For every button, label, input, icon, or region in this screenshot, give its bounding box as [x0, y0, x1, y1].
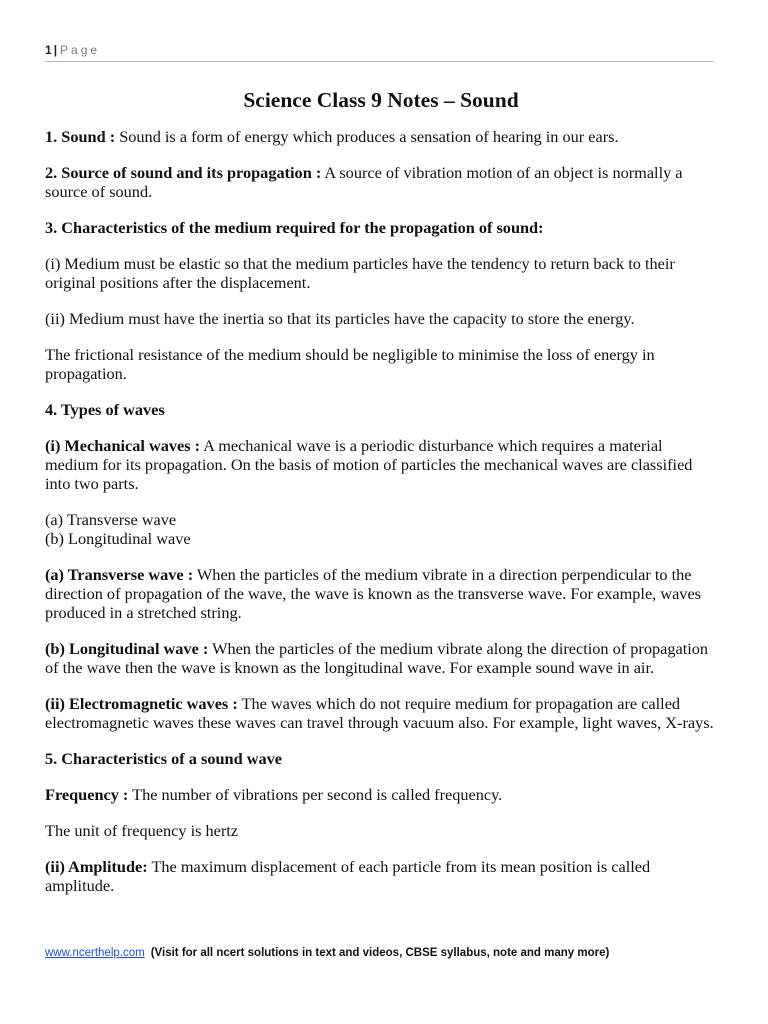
- page-label: Page: [60, 43, 101, 57]
- term-heading: Frequency :: [45, 785, 129, 804]
- section-heading: 4. Types of waves: [45, 400, 165, 419]
- section-text: A source of vibration motion of an object is normally a source of sound.: [45, 163, 683, 201]
- longitudinal-wave: [45, 639, 717, 677]
- section-medium-heading: [45, 218, 717, 237]
- section-source: [45, 163, 717, 201]
- frequency-unit: The unit of frequency is hertz: [45, 821, 239, 840]
- list-item: (b) Longitudinal wave: [45, 529, 191, 548]
- section-characteristics-heading: [45, 749, 717, 768]
- mechanical-waves: [45, 436, 717, 493]
- list-item: (a) Transverse wave: [45, 510, 177, 529]
- amplitude-definition: [45, 857, 717, 895]
- section-heading: 5. Characteristics of a sound wave: [45, 749, 282, 768]
- header-separator: |: [53, 43, 58, 57]
- term-text: When the particles of the medium vibrate in a direction perpendicular to the direction of propagation of the wave, the wave is known as the transverse wave. For example, waves produced in a stretched string.: [45, 565, 702, 622]
- section-text: Sound is a form of energy which produces a sensation of hearing in our ears.: [115, 127, 619, 146]
- wave-type-list: [45, 510, 717, 548]
- term-text: When the particles of the medium vibrate along the direction of propagation of the wave then the wave is known as the longitudinal wave. For example sound wave in air.: [45, 639, 709, 677]
- section-heading: 1. Sound :: [45, 127, 116, 146]
- term-heading: (b) Longitudinal wave :: [45, 639, 209, 658]
- medium-point-elastic: (i) Medium must be elastic so that the medium particles have the tendency to return back to their original positions after the displacement.: [45, 254, 675, 292]
- term-heading: (ii) Amplitude:: [45, 857, 148, 876]
- document-body: [45, 85, 717, 912]
- term-heading: (i) Mechanical waves :: [45, 436, 201, 455]
- section-heading: 3. Characteristics of the medium required for the propagation of sound:: [45, 218, 544, 237]
- section-sound: [45, 127, 717, 146]
- page-number: 1: [45, 43, 52, 57]
- transverse-wave: [45, 565, 717, 622]
- term-text: The waves which do not require medium for propagation are called electromagnetic waves these waves can travel through vacuum also. For example, light waves, X-rays.: [45, 694, 714, 732]
- medium-point-inertia: (ii) Medium must have the inertia so that its particles have the capacity to store the energy.: [45, 309, 635, 328]
- term-heading: (a) Transverse wave :: [45, 565, 194, 584]
- term-text: The maximum displacement of each particle from its mean position is called amplitude.: [45, 857, 651, 895]
- section-types-heading: [45, 400, 717, 419]
- section-heading: 2. Source of sound and its propagation :: [45, 163, 322, 182]
- frequency-definition: [45, 785, 717, 804]
- term-text: A mechanical wave is a periodic disturbance which requires a material medium for its propagation. On the basis of motion of particles the mechanical waves are classified into two parts.: [45, 436, 693, 493]
- document-title: Science Class 9 Notes – Sound: [243, 88, 519, 112]
- footer-link[interactable]: www.ncerthelp.com: [45, 947, 145, 959]
- term-heading: (ii) Electromagnetic waves :: [45, 694, 238, 713]
- page-header: [45, 43, 714, 62]
- electromagnetic-waves: [45, 694, 717, 732]
- medium-friction-note: The frictional resistance of the medium should be negligible to minimise the loss of energy in propagation.: [45, 345, 655, 383]
- page-footer: [45, 947, 745, 959]
- footer-note: (Visit for all ncert solutions in text and videos, CBSE syllabus, note and many more): [150, 947, 610, 959]
- term-text: The number of vibrations per second is called frequency.: [128, 785, 503, 804]
